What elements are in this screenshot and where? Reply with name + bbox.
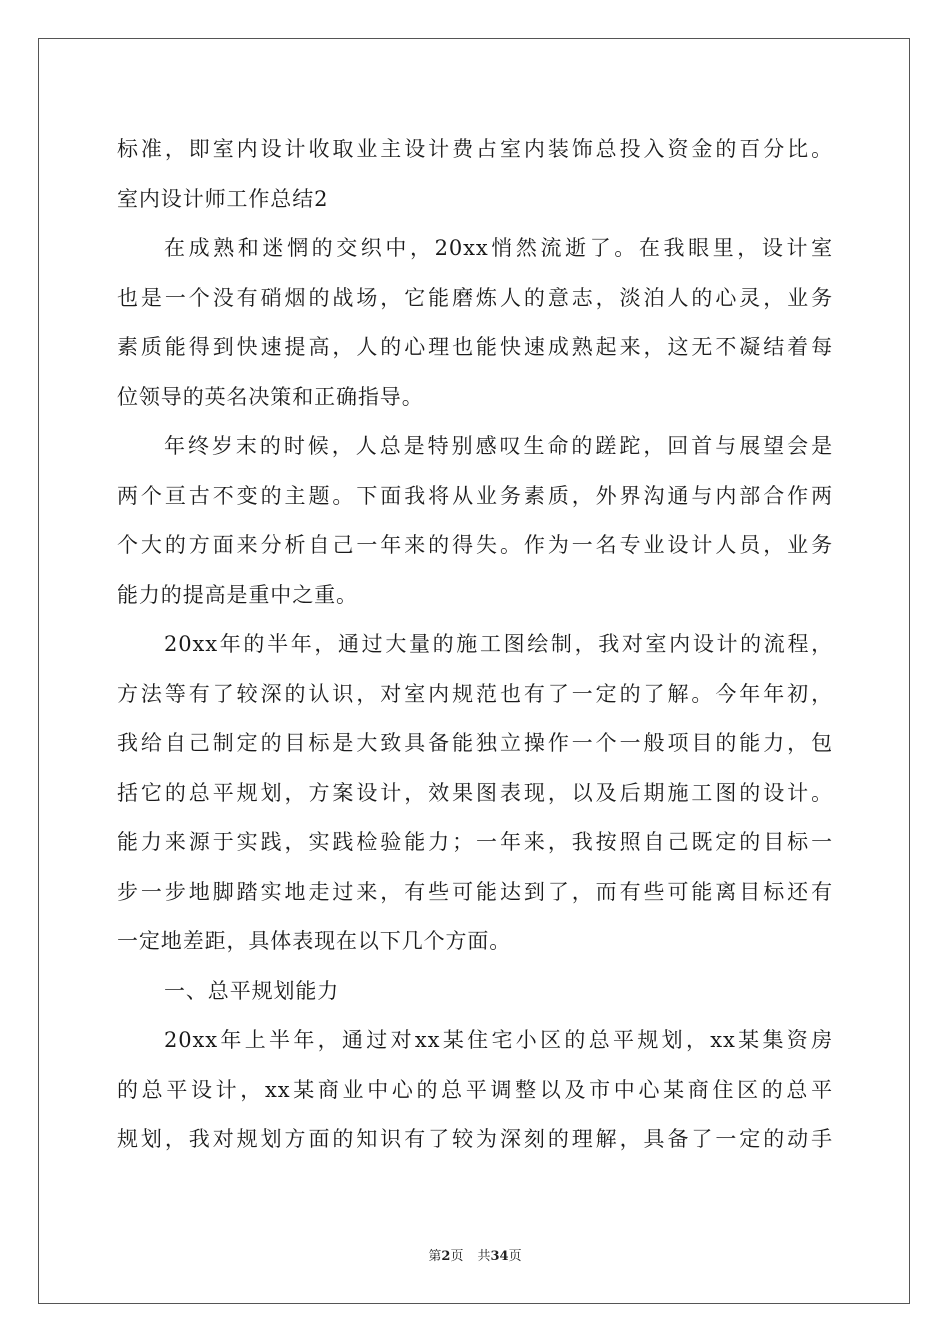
total-page-number: 34 — [490, 1249, 509, 1264]
text-line: 我给自己制定的目标是大致具备能独立操作一个一般项目的能力，包 — [117, 731, 833, 755]
total-pages-label: 共34页 — [477, 1249, 522, 1264]
paragraph-first-line: 20xx年的半年，通过大量的施工图绘制，我对室内设计的流程， — [164, 632, 833, 656]
text-line: 个大的方面来分析自己一年来的得失。作为一名专业设计人员，业务 — [117, 533, 833, 557]
text-line: 能力来源于实践，实践检验能力；一年来，我按照自己既定的目标一 — [117, 830, 833, 854]
text-line: 括它的总平规划，方案设计，效果图表现，以及后期施工图的设计。 — [117, 780, 833, 805]
text-line: 标准，即室内设计收取业主设计费占室内装饰总投入资金的百分比。 — [117, 137, 833, 161]
page-number-label: 第2页 — [428, 1249, 464, 1264]
text-line: 位领导的英名决策和正确指导。 — [117, 384, 424, 409]
section-heading: 室内设计师工作总结2 — [117, 186, 329, 211]
paragraph-first-line: 在成熟和迷惘的交织中，20xx悄然流逝了。在我眼里，设计室 — [164, 236, 833, 260]
page-footer — [0, 1245, 950, 1264]
paragraph-first-line: 年终岁末的时候，人总是特别感叹生命的蹉跎，回首与展望会是 — [164, 434, 833, 458]
paragraph-first-line: 20xx年上半年，通过对xx某住宅小区的总平规划，xx某集资房 — [164, 1028, 833, 1052]
text-line: 步一步地脚踏实地走过来，有些可能达到了，而有些可能离目标还有 — [117, 879, 833, 904]
current-page-number: 2 — [441, 1249, 451, 1264]
document-body — [117, 125, 833, 1165]
text-line: 一定地差距，具体表现在以下几个方面。 — [117, 929, 512, 953]
text-line: 的总平设计，xx某商业中心的总平调整以及市中心某商住区的总平 — [117, 1077, 833, 1102]
text-line: 方法等有了较深的认识，对室内规范也有了一定的了解。今年年初， — [117, 681, 833, 706]
text-line: 素质能得到快速提高，人的心理也能快速成熟起来，这无不凝结着每 — [117, 335, 833, 359]
subsection-heading: 一、总平规划能力 — [164, 978, 340, 1003]
text-line: 也是一个没有硝烟的战场，它能磨炼人的意志，淡泊人的心灵，业务 — [117, 285, 833, 310]
text-line: 规划，我对规划方面的知识有了较为深刻的理解，具备了一定的动手 — [117, 1127, 833, 1151]
text-line: 能力的提高是重中之重。 — [117, 582, 358, 607]
text-line: 两个亘古不变的主题。下面我将从业务素质，外界沟通与内部合作两 — [117, 483, 833, 508]
